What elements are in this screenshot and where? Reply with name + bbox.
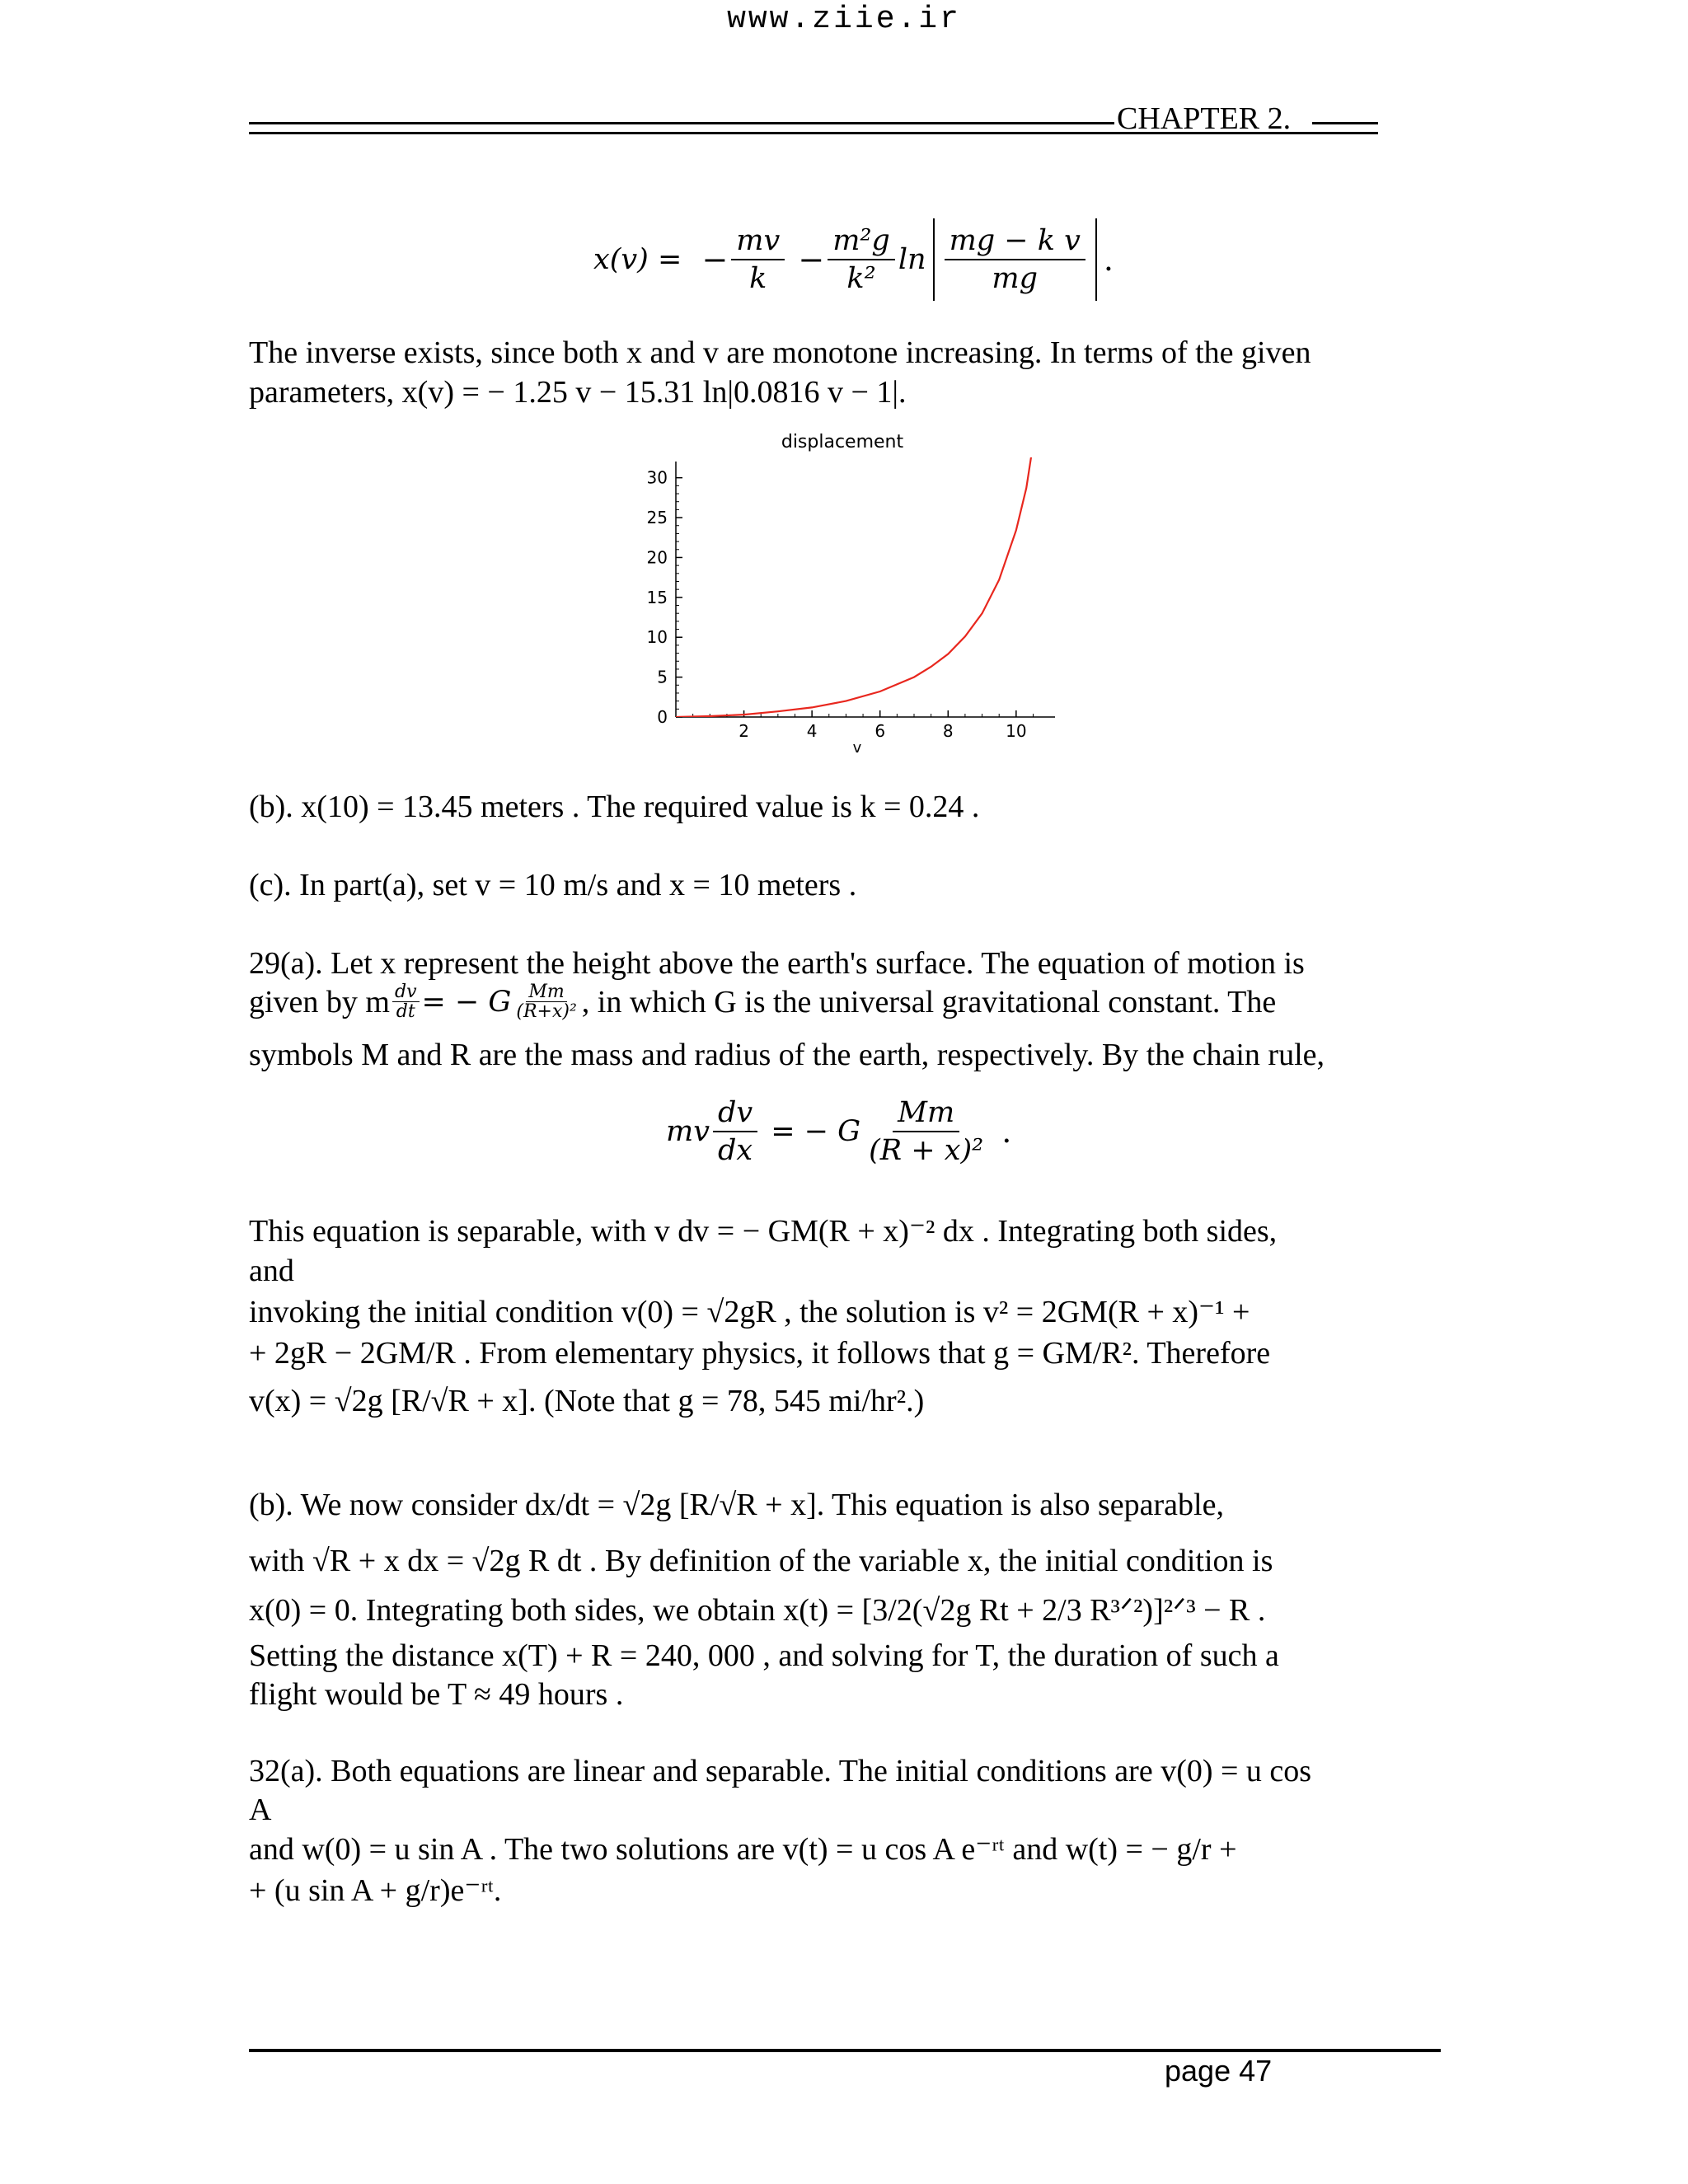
problem-32a-line3: and w(0) = u sin A . The two solutions are v(t) = u cos A e⁻ʳᵗ and w(t) = − g/r + xyxy=(249,1832,1237,1867)
fraction-dv-dt: $\frac{dv}{dt}$ xyxy=(392,983,420,1022)
fraction-m2g-k2: $\frac{\text{m²g}}{\text{k²}}$ xyxy=(828,223,895,297)
part-b-result: (b). x(10) = 13.45 meters . The required value is k = 0.24 . xyxy=(249,790,980,824)
chapter-title: CHAPTER 2. xyxy=(1117,101,1292,136)
chart-title: displacement xyxy=(781,432,904,452)
y-tick-label: 25 xyxy=(646,508,668,528)
equation-chain-rule: mv $\frac{dv}{dx}$ = − G $\frac{Mm}{\text{(R + x)²}}$ . xyxy=(666,1096,1012,1167)
problem-29b-line2: with √R + x dx = √2g R dt . By definition of the variable x, the initial condition is xyxy=(249,1544,1273,1578)
problem-29b-line3: x(0) = 0. Integrating both sides, we obtain x(t) = [3/2(√2g Rt + 2/3 R³ᐟ²)]²ᐟ³ − R . xyxy=(249,1593,1266,1628)
x-tick-label: 10 xyxy=(1006,721,1027,741)
fraction-mv-k: $\frac{mv}{k}$ xyxy=(731,223,785,297)
displacement-chart xyxy=(610,424,1104,757)
problem-32a-line2: A xyxy=(249,1793,272,1827)
problem-32a-line4: + (u sin A + g/r)e⁻ʳᵗ. xyxy=(249,1873,502,1908)
problem-29a-line1: 29(a). Let x represent the height above the earth's surface. The equation of motion is xyxy=(249,946,1305,981)
problem-29a-line2: given by m $\frac{dv}{dt}$ = − G $\frac{Mm}{\text{(R+x)²}}$ , in which G is the universal gravitational constant. The xyxy=(249,981,1277,1022)
problem-29a-cont-line5: v(x) = √2g [R/√R + x]. (Note that g = 78, 545 mi/hr².) xyxy=(249,1384,925,1418)
abs-bar-left xyxy=(933,218,935,301)
y-tick-label: 30 xyxy=(646,467,668,488)
fraction-Mm-R-plus-x: $\frac{Mm}{\text{(R+x)²}}$ xyxy=(516,981,577,1022)
problem-29b-line5: flight would be T ≈ 49 hours . xyxy=(249,1677,624,1712)
y-tick-label: 15 xyxy=(646,587,668,607)
problem-32a-line1: 32(a). Both equations are linear and separable. The initial conditions are v(0) = u cos xyxy=(249,1754,1312,1788)
problem-29b-line4: Setting the distance x(T) + R = 240, 000 , and solving for T, the duration of such a xyxy=(249,1638,1279,1673)
equation-x-of-v: x(v) = − $\frac{mv}{k}$ − $\frac{\text{m²g}}{\text{k²}}$ ln $\frac{\text{mg − k v}}{mg}$ . xyxy=(593,218,1114,301)
problem-29a-cont-line1: This equation is separable, with v dv = − GM(R + x)⁻² dx . Integrating both sides, xyxy=(249,1214,1278,1249)
footer-rule xyxy=(249,2049,1441,2052)
chart-xlabel: v xyxy=(852,739,862,757)
x-tick-label: 8 xyxy=(942,721,954,741)
paragraph-inverse-line2: parameters, x(v) = − 1.25 v − 15.31 ln|0.0816 v − 1|. xyxy=(249,375,907,410)
problem-29a-cont-line3: invoking the initial condition v(0) = √2gR , the solution is v² = 2GM(R + x)⁻¹ + xyxy=(249,1295,1250,1329)
y-tick-label: 10 xyxy=(646,627,668,648)
x-tick-label: 2 xyxy=(738,721,749,741)
y-tick-label: 20 xyxy=(646,547,668,568)
part-c-result: (c). In part(a), set v = 10 m/s and x = 10 meters . xyxy=(249,868,857,902)
problem-29a-cont-line2: and xyxy=(249,1254,294,1288)
problem-29a-line3: symbols M and R are the mass and radius of the earth, respectively. By the chain rule, xyxy=(249,1038,1325,1072)
problem-29a-cont-line4: + 2gR − 2GM/R . From elementary physics, it follows that g = GM/R². Therefore xyxy=(249,1336,1271,1371)
y-tick-label: 5 xyxy=(657,667,668,687)
header-rule-right xyxy=(1312,122,1378,124)
x-tick-label: 4 xyxy=(806,721,818,741)
x-tick-label: 6 xyxy=(874,721,886,741)
y-tick-label: 0 xyxy=(657,707,668,727)
header-rule-top xyxy=(249,122,1114,124)
page-number: page 47 xyxy=(1165,2054,1273,2088)
paragraph-inverse-line1: The inverse exists, since both x and v are monotone increasing. In terms of the given xyxy=(249,335,1311,370)
problem-29b-line1: (b). We now consider dx/dt = √2g [R/√R + x]. This equation is also separable, xyxy=(249,1488,1224,1522)
abs-bar-right xyxy=(1095,218,1097,301)
site-watermark: www.ziie.ir xyxy=(727,2,961,37)
fraction-mg-kv: $\frac{\text{mg − k v}}{mg}$ xyxy=(945,223,1085,297)
